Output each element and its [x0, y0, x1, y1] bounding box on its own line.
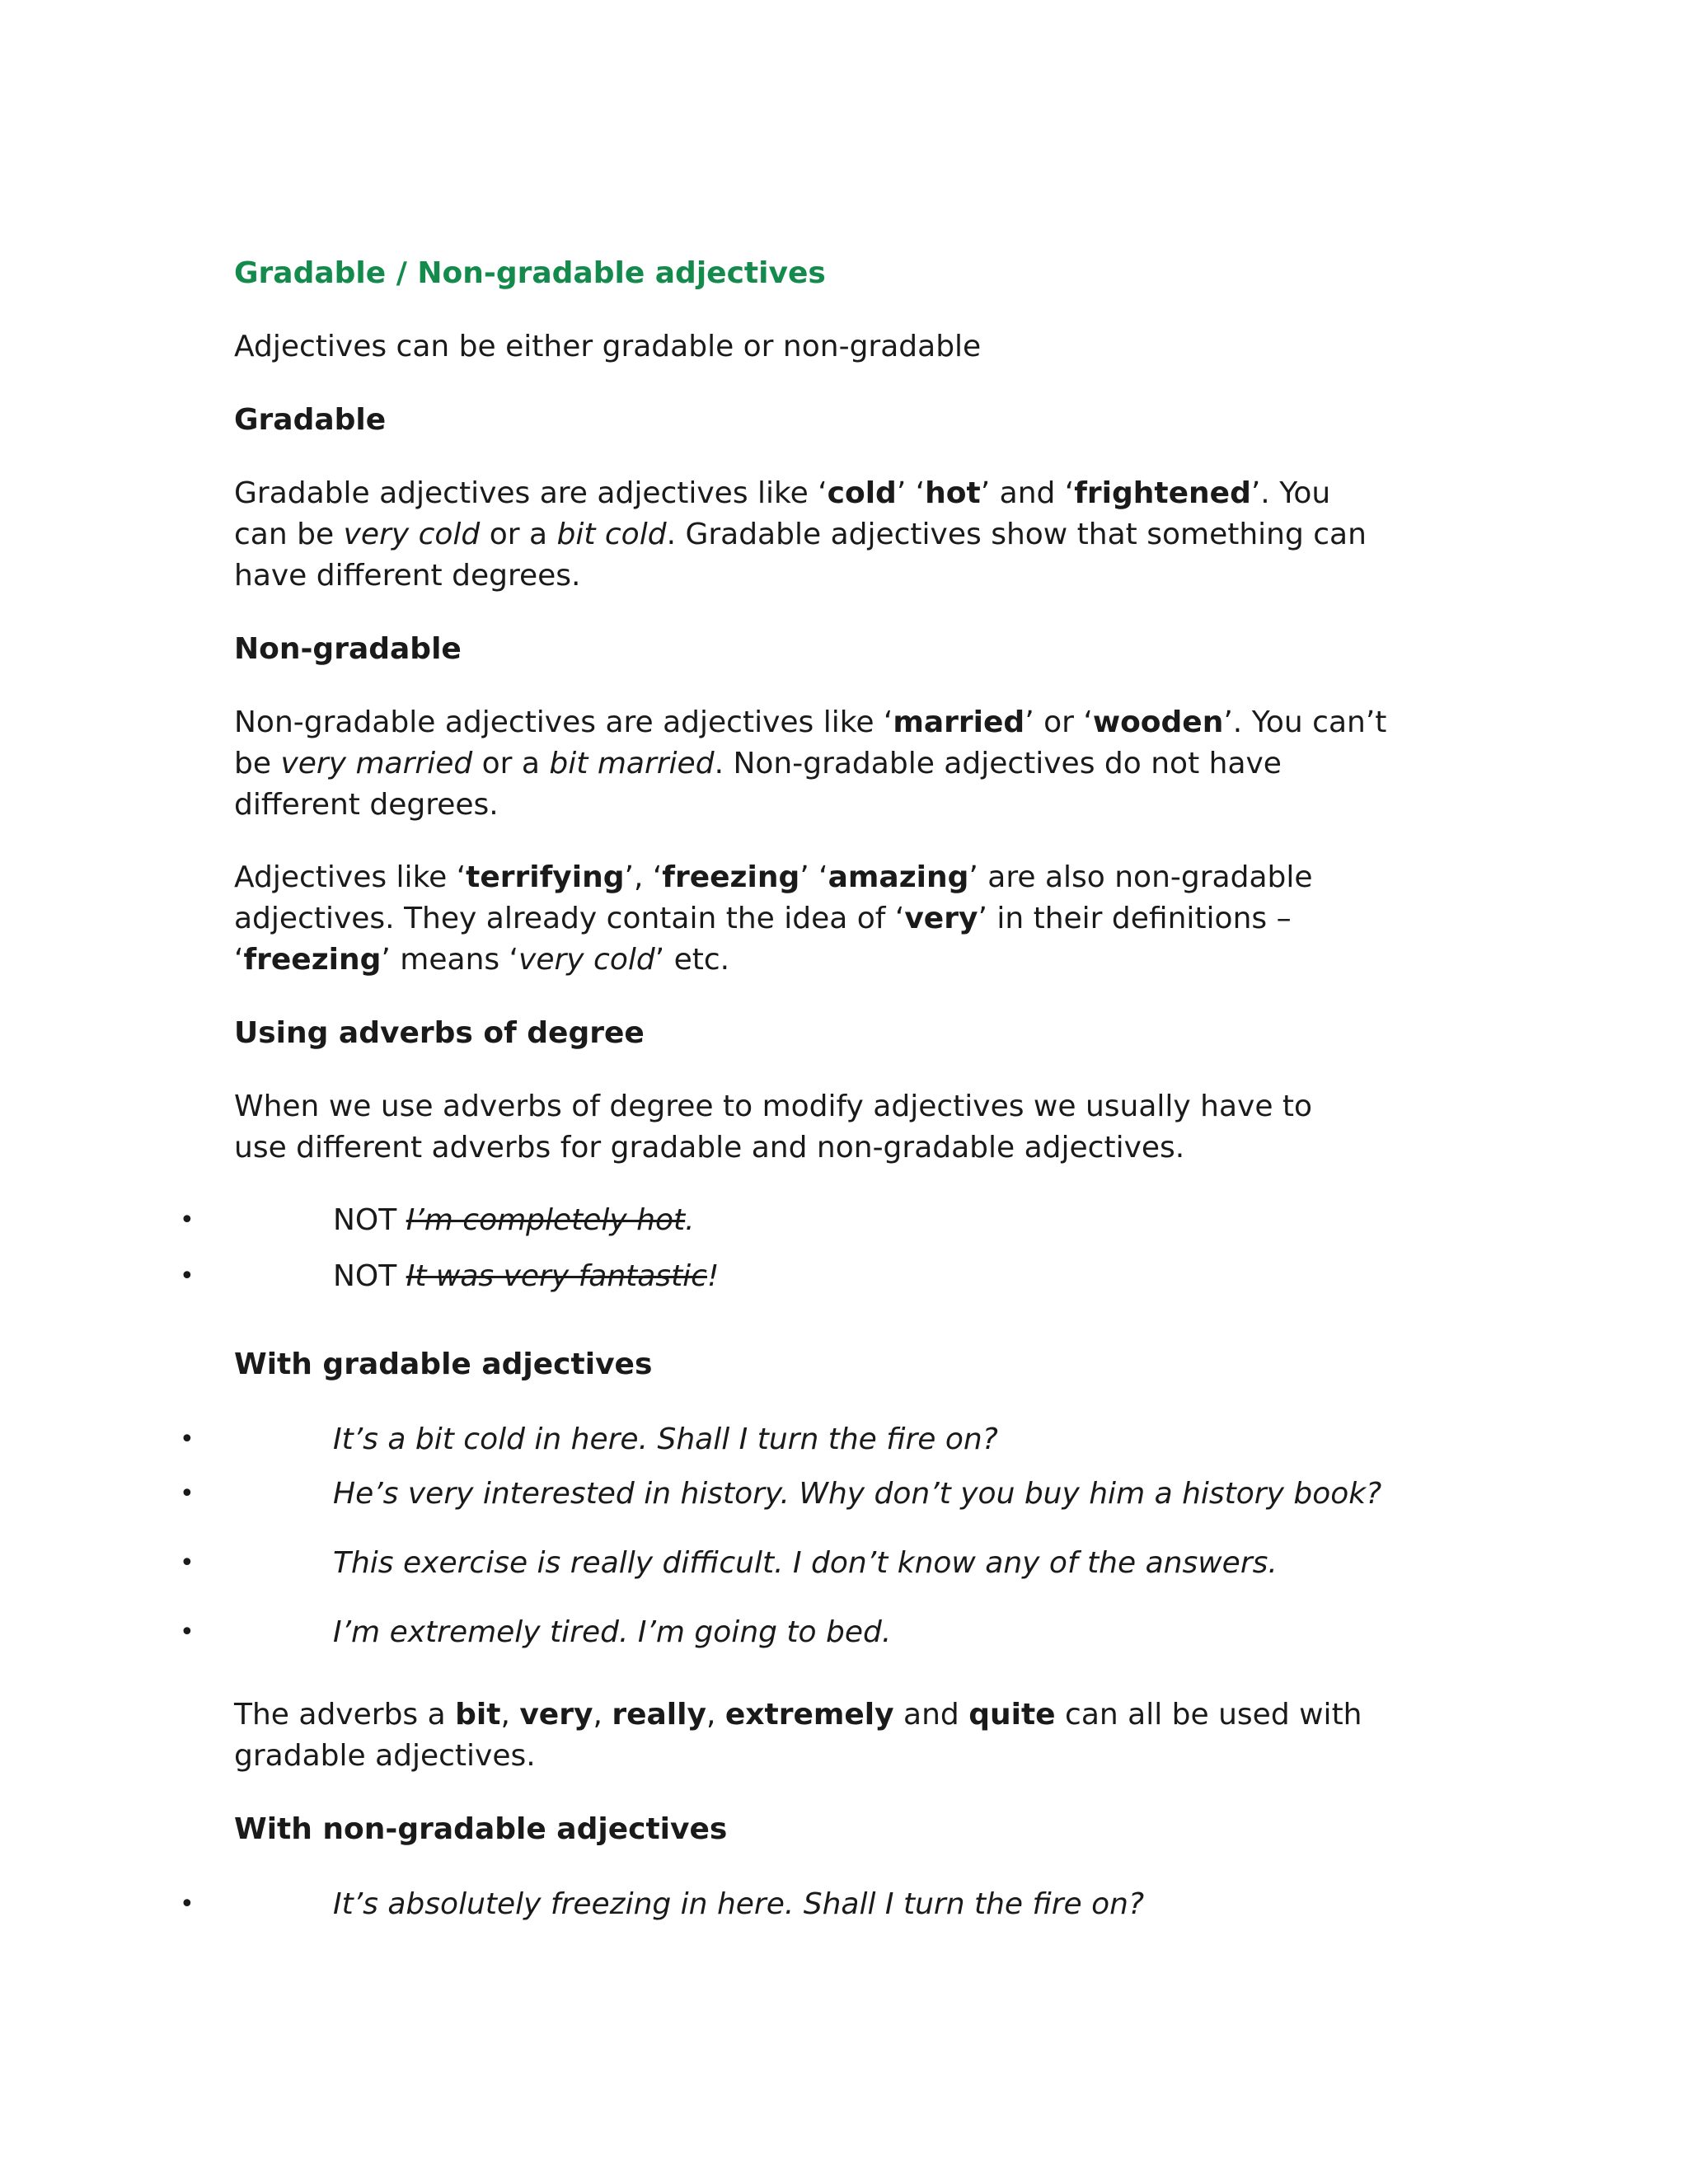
list-item: • NOT I’m completely hot.: [234, 1200, 1470, 1241]
page-title: Gradable / Non-gradable adjectives: [234, 256, 826, 290]
term-amazing: amazing: [828, 860, 969, 894]
section-heading-with-gradable: With gradable adjectives: [234, 1347, 653, 1381]
term-hot: hot: [925, 476, 981, 510]
bullet-icon: •: [180, 1890, 195, 1919]
section-heading-adverbs-of-degree: Using adverbs of degree: [234, 1016, 645, 1050]
bullet-icon: •: [180, 1206, 195, 1235]
struck-example: It was very fantastic: [406, 1259, 707, 1293]
term-freezing: freezing: [662, 860, 800, 894]
list-item: • NOT It was very fantastic!: [234, 1256, 1470, 1297]
bullet-icon: •: [180, 1425, 195, 1454]
section-heading-non-gradable: Non-gradable: [234, 632, 462, 666]
gradable-paragraph: Gradable adjectives are adjectives like ‘cold’ ‘hot’ and ‘frightened’. You can be very cold or a bit cold. Gradable adjectives show that something can have different degrees.: [234, 476, 1367, 593]
bullet-icon: •: [180, 1618, 195, 1647]
term-wooden: wooden: [1092, 705, 1224, 739]
intro-paragraph: Adjectives can be either gradable or non-gradable: [234, 330, 982, 363]
incorrect-examples-list: [180, 1200, 1470, 1297]
section-heading-with-non-gradable: With non-gradable adjectives: [234, 1812, 728, 1846]
gradable-adverbs-summary: The adverbs a bit, very, really, extremely and quite can all be used with gradable adjectives.: [234, 1698, 1362, 1773]
struck-example: I’m completely hot: [406, 1203, 686, 1237]
non-gradable-examples-list: [180, 1884, 1470, 1925]
gradable-examples-list: [180, 1419, 1470, 1653]
term-very: very: [904, 902, 978, 935]
section-heading-gradable: Gradable: [234, 403, 387, 437]
list-item: • It’s a bit cold in here. Shall I turn the fire on?: [234, 1419, 1470, 1460]
bullet-icon: •: [180, 1549, 195, 1577]
bullet-icon: •: [180, 1479, 195, 1508]
term-cold: cold: [827, 476, 897, 510]
list-item: • He’s very interested in history. Why don’t you buy him a history book?: [234, 1474, 1470, 1515]
list-item: • I’m extremely tired. I’m going to bed.: [234, 1612, 1470, 1653]
document-body: [180, 252, 1470, 1957]
bullet-icon: •: [180, 1262, 195, 1291]
term-married: married: [893, 705, 1025, 739]
term-terrifying: terrifying: [466, 860, 625, 894]
adverbs-paragraph: When we use adverbs of degree to modify adjectives we usually have to use different adverbs for gradable and non-gradable adjectives.: [234, 1090, 1313, 1165]
non-gradable-paragraph: Non-gradable adjectives are adjectives like ‘married’ or ‘wooden’. You can’t be very married or a bit married. Non-gradable adjectives do not have different degrees.: [234, 705, 1387, 822]
term-freezing-2: freezing: [243, 943, 382, 977]
list-item: • It’s absolutely freezing in here. Shall I turn the fire on?: [234, 1884, 1470, 1925]
term-frightened: frightened: [1074, 476, 1251, 510]
extreme-adjectives-paragraph: Adjectives like ‘terrifying’, ‘freezing’ ‘amazing’ are also non-gradable adjectives. They already contain the idea of ‘very’ in their definitions – ‘freezing’ means ‘very cold’ etc.: [234, 860, 1313, 977]
list-item: • This exercise is really difficult. I don’t know any of the answers.: [234, 1543, 1470, 1584]
